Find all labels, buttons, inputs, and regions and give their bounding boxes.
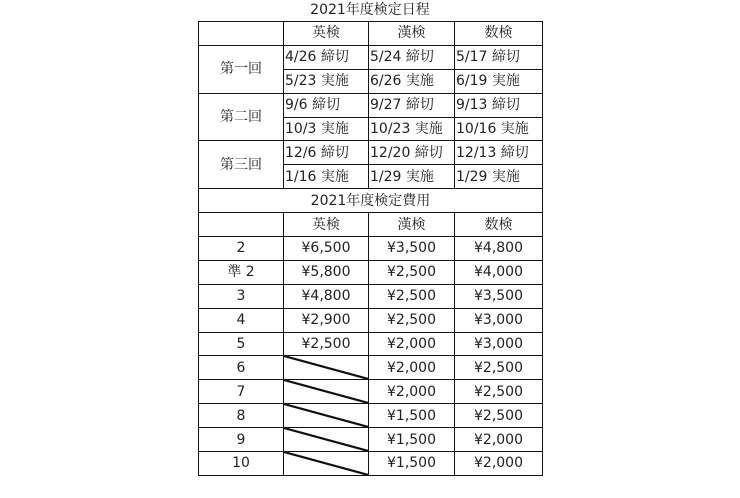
cell-kanken-fee: ¥2,500 <box>369 284 455 308</box>
cell-suken-deadline: 9/13 締切 <box>455 93 543 117</box>
grade-label: 4 <box>199 308 284 332</box>
cell-eiken-deadline: 9/6 締切 <box>284 93 369 117</box>
cell-kanken-fee: ¥2,500 <box>369 308 455 332</box>
grade-label: 9 <box>199 428 284 452</box>
table-row <box>199 237 543 261</box>
cell-suken-fee: ¥4,000 <box>455 260 543 284</box>
table-row <box>199 284 543 308</box>
cell-suken-fee: ¥2,500 <box>455 356 543 380</box>
fees-title-row <box>199 189 543 213</box>
grade-label: 6 <box>199 356 284 380</box>
cell-eiken-exam: 5/23 実施 <box>284 69 369 93</box>
header-kanken: 漢検 <box>369 213 455 237</box>
header-eiken: 英検 <box>284 213 369 237</box>
diagonal-slash-icon <box>284 452 368 475</box>
diagonal-slash-icon <box>284 380 368 403</box>
cell-kanken-deadline: 9/27 締切 <box>369 93 455 117</box>
table-row <box>199 452 543 476</box>
cell-suken-exam: 1/29 実施 <box>455 165 543 189</box>
round-label: 第一回 <box>199 45 284 93</box>
grade-label: 準 2 <box>199 260 284 284</box>
cell-suken-deadline: 12/13 締切 <box>455 141 543 165</box>
cell-suken-fee: ¥2,500 <box>455 380 543 404</box>
cell-kanken-exam: 1/29 実施 <box>369 165 455 189</box>
cell-eiken-fee: ¥2,500 <box>284 332 369 356</box>
cell-eiken-fee: ¥4,800 <box>284 284 369 308</box>
cell-suken-exam: 10/16 実施 <box>455 117 543 141</box>
header-suken: 数検 <box>455 213 543 237</box>
not-applicable-cell <box>284 380 369 404</box>
diagonal-slash-icon <box>284 428 368 451</box>
grade-label: 3 <box>199 284 284 308</box>
cell-kanken-fee: ¥2,500 <box>369 260 455 284</box>
exam-table <box>198 21 543 476</box>
table-row <box>199 45 543 69</box>
cell-suken-deadline: 5/17 締切 <box>455 45 543 69</box>
cell-suken-fee: ¥2,000 <box>455 428 543 452</box>
header-blank <box>199 213 284 237</box>
fees-header-row <box>199 213 543 237</box>
cell-kanken-fee: ¥1,500 <box>369 452 455 476</box>
grade-label: 10 <box>199 452 284 476</box>
diagonal-slash-icon <box>284 356 368 379</box>
cell-suken-exam: 6/19 実施 <box>455 69 543 93</box>
table-row <box>199 404 543 428</box>
cell-suken-fee: ¥3,500 <box>455 284 543 308</box>
table-row <box>199 332 543 356</box>
header-eiken: 英検 <box>284 22 369 46</box>
grade-label: 8 <box>199 404 284 428</box>
header-suken: 数検 <box>455 22 543 46</box>
cell-kanken-fee: ¥1,500 <box>369 428 455 452</box>
cell-kanken-fee: ¥2,000 <box>369 332 455 356</box>
cell-kanken-exam: 6/26 実施 <box>369 69 455 93</box>
cell-kanken-deadline: 5/24 締切 <box>369 45 455 69</box>
not-applicable-cell <box>284 452 369 476</box>
not-applicable-cell <box>284 428 369 452</box>
table-row <box>199 308 543 332</box>
grade-label: 2 <box>199 237 284 261</box>
cell-suken-fee: ¥2,500 <box>455 404 543 428</box>
cell-suken-fee: ¥3,000 <box>455 332 543 356</box>
cell-kanken-fee: ¥1,500 <box>369 404 455 428</box>
cell-eiken-deadline: 4/26 締切 <box>284 45 369 69</box>
cell-eiken-fee: ¥6,500 <box>284 237 369 261</box>
diagonal-slash-icon <box>284 404 368 427</box>
cell-eiken-fee: ¥2,900 <box>284 308 369 332</box>
cell-kanken-fee: ¥2,000 <box>369 356 455 380</box>
header-blank <box>199 22 284 46</box>
grade-label: 5 <box>199 332 284 356</box>
table-row <box>199 260 543 284</box>
schedule-header-row <box>199 22 543 46</box>
cell-suken-fee: ¥3,000 <box>455 308 543 332</box>
cell-kanken-deadline: 12/20 締切 <box>369 141 455 165</box>
round-label: 第二回 <box>199 93 284 141</box>
cell-suken-fee: ¥2,000 <box>455 452 543 476</box>
cell-eiken-exam: 1/16 実施 <box>284 165 369 189</box>
fee-rows <box>199 237 543 476</box>
not-applicable-cell <box>284 356 369 380</box>
schedule-title: 2021年度検定日程 <box>310 2 430 18</box>
table-row <box>199 141 543 165</box>
round-label: 第三回 <box>199 141 284 189</box>
table-row <box>199 380 543 404</box>
table-row <box>199 428 543 452</box>
header-kanken: 漢検 <box>369 22 455 46</box>
cell-eiken-exam: 10/3 実施 <box>284 117 369 141</box>
cell-kanken-fee: ¥2,000 <box>369 380 455 404</box>
cell-kanken-fee: ¥3,500 <box>369 237 455 261</box>
fees-title: 2021年度検定費用 <box>199 189 543 213</box>
cell-eiken-fee: ¥5,800 <box>284 260 369 284</box>
grade-label: 7 <box>199 380 284 404</box>
table-row <box>199 356 543 380</box>
not-applicable-cell <box>284 404 369 428</box>
table-row <box>199 93 543 117</box>
cell-suken-fee: ¥4,800 <box>455 237 543 261</box>
cell-eiken-deadline: 12/6 締切 <box>284 141 369 165</box>
cell-kanken-exam: 10/23 実施 <box>369 117 455 141</box>
